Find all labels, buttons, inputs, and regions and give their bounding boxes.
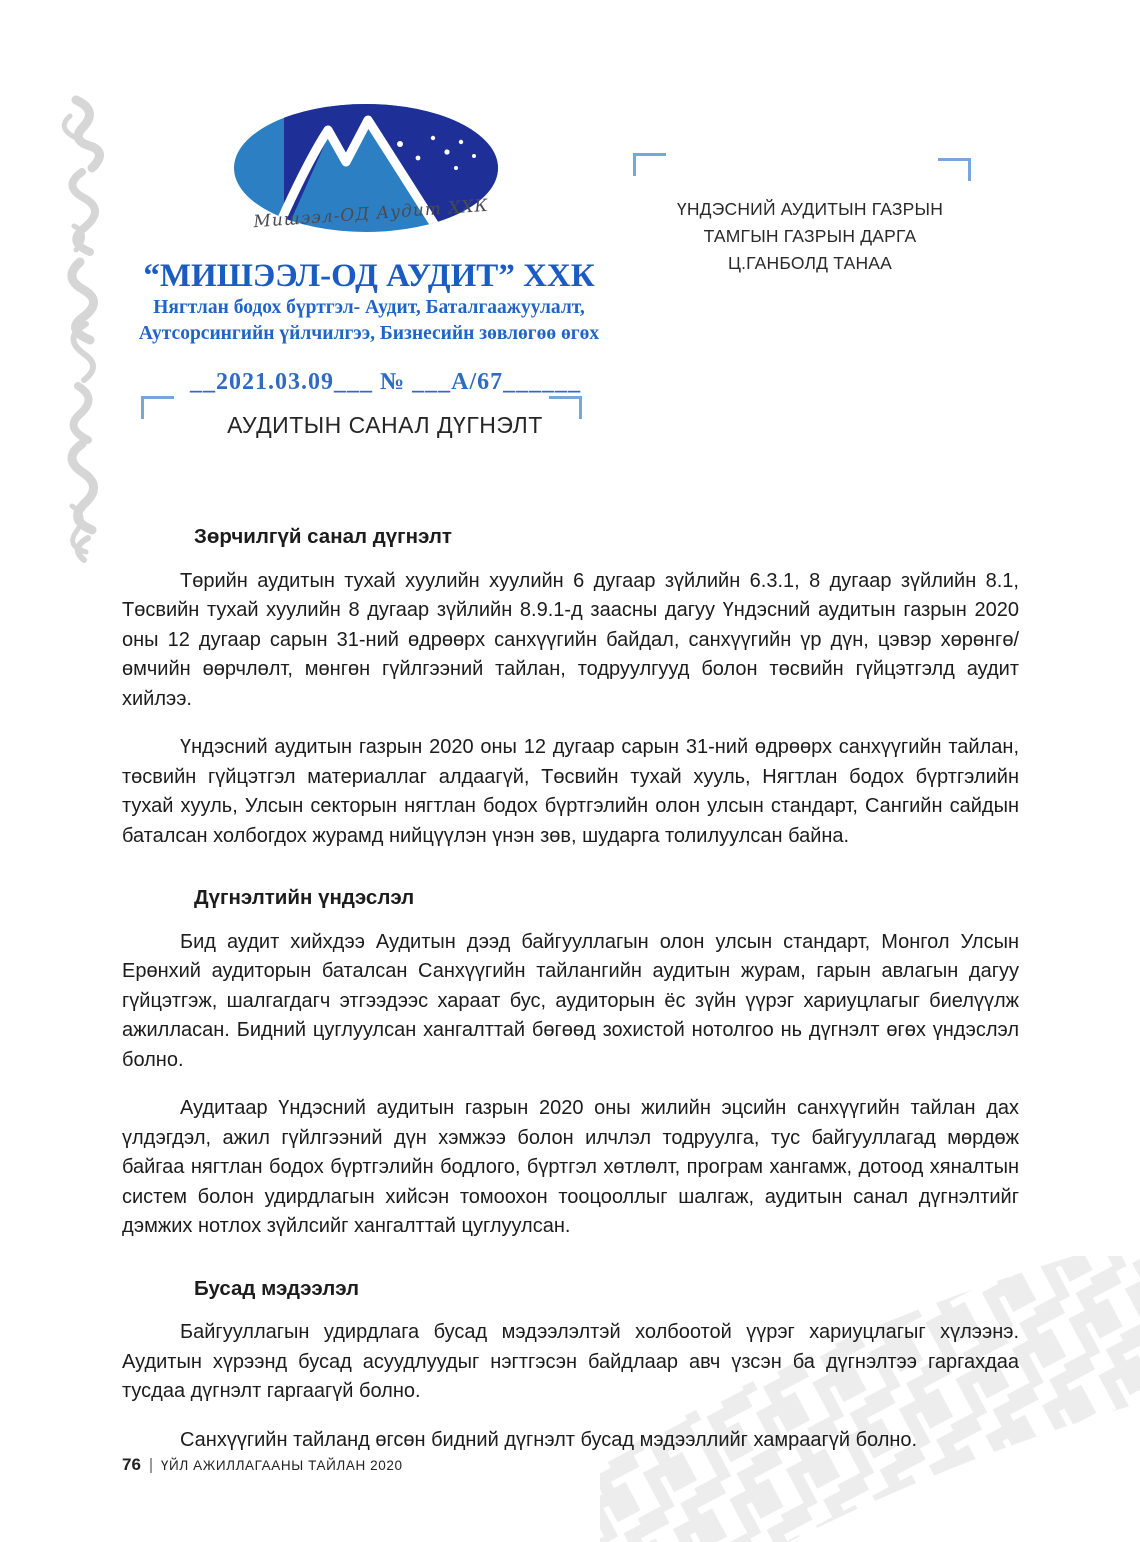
page-footer (122, 1455, 403, 1475)
report-title: ҮЙЛ АЖИЛЛАГААНЫ ТАЙЛАН 2020 (160, 1457, 403, 1473)
paragraph: Үндэсний аудитын газрын 2020 оны 12 дугаар сарын 31-ний өдрөөрх санхүүгийн тайлан, төсвийн гүйцэтгэл материаллаг алдаагүй, Төсвийн тухай хууль, Нягтлан бодох бүртгэлийн тухай хууль, Улсын секторын нягтлан бодох бүртгэлийн олон улсын стандарт, Сангийн сайдын баталсан холбогдох журамд нийцүүлэн үнэн зөв, шударга толилуулсан байна. (122, 736, 1019, 847)
recipient-block (640, 196, 980, 277)
recipient-line-2: ТАМГЫН ГАЗРЫН ДАРГА (703, 226, 917, 246)
section-heading-basis-for-opinion: Дүгнэлтийн үндэслэл (194, 886, 415, 909)
date-and-number-line: __2021.03.09___ № ___А/67______ (190, 369, 582, 395)
paragraph: Бид аудит хийхдээ Аудитын дээд байгууллагын олон улсын стандарт, Монгол Улсын Ерөнхий аудиторын баталсан Санхүүгийн тайлангийн аудитын журам, гарын авлагын дагуу гүйцэтгэж, шалгагдагч этгээдээс хараат бус, аудиторын ёс зүйн үүрэг хариуцлагыг биелүүлж ажилласан. Бидний цуглуулсан хангалттай бөгөөд зохистой нотолгоо нь дүгнэлт өгөх үндэслэл болно. (122, 930, 1019, 1071)
services-line-1: Нягтлан бодох бүртгэл- Аудит, Баталгаажуулалт, (153, 297, 585, 318)
footer-divider (150, 1458, 152, 1473)
page-number: 76 (122, 1455, 141, 1474)
paragraph: Аудитаар Үндэсний аудитын газрын 2020 оны жилийн эцсийн санхүүгийн тайлан дах үлдэгдэл, ажил гүйлгээний дүн хэмжээ болон илчлэл тодруулга, тус байгууллагад мөрдөж байгаа нягтлан бодох бүртгэлийн бодлого, бүртгэл хөтлөлт, програм хангамж, дотоод хяналтын систем болон удирдлагын хийсэн томоохон тооцооллыг шалгаж, аудитын санал дүгнэлтийг дэмжих нотлох зүйлсийг хангалттай цуглуулсан. (122, 1097, 1019, 1237)
section-heading-other-information: Бусад мэдээлэл (194, 1276, 360, 1300)
mongolian-script-watermark (30, 86, 122, 566)
company-logo (228, 100, 510, 250)
services-line-2: Аутсорсингийн үйлчилгээ, Бизнесийн зөвлөгөө өгөх (138, 323, 600, 344)
document-body (122, 522, 1019, 1474)
paragraph: Санхүүгийн тайланд өгсөн бидний дүгнэлт бусад мэдээллийг хамраагүй болно. (180, 1428, 918, 1451)
recipient-line-3: Ц.ГАНБОЛД ТАНАА (727, 253, 893, 273)
corner-mark-top-left (633, 153, 666, 176)
section-heading-unqualified-opinion: Зөрчилгүй санал дүгнэлт (194, 525, 452, 548)
letterhead (128, 100, 610, 396)
recipient-line-1: ҮНДЭСНИЙ АУДИТЫН ГАЗРЫН (676, 199, 944, 219)
paragraph: Төрийн аудитын тухай хуулийн хуулийн 6 дугаар зүйлийн 6.3.1, 8 дугаар зүйлийн 8.1, Төсвийн тухай хуулийн 8 дугаар зүйлийн 8.9.1-д заасны дагуу Үндэсний аудитын газрын 2020 оны 12 дугаар сарын 31-ний өдрөөрх санхүүгийн байдал, санхүүгийн үр дүн, цэвэр хөрөнгө/өмчийн өөрчлөлт, мөнгөн гүйлгээний тайлан, тодруулгууд болон төсвийн гүйцэтгэлд аудит хийлээ. (122, 569, 1019, 710)
paragraph: Байгууллагын удирдлага бусад мэдээлэлтэй холбоотой үүрэг хариуцлагыг хүлээнэ. Аудитын хүрээнд бусад асуудлуудыг нэгтгэсэн байдлаар авч үзсэн ба дүгнэлтээ гаргахдаа тусдаа дүгнэлт гаргаагүй болно. (122, 1321, 1019, 1402)
document-title: АУДИТЫН САНАЛ ДҮГНЭЛТ (227, 412, 543, 438)
company-name: “МИШЭЭЛ-ОД АУДИТ” ХХК (143, 258, 595, 294)
logo-script-caption: Мишээл-ОД Аудит ХХК (252, 195, 490, 233)
corner-mark-top-right (938, 158, 971, 181)
